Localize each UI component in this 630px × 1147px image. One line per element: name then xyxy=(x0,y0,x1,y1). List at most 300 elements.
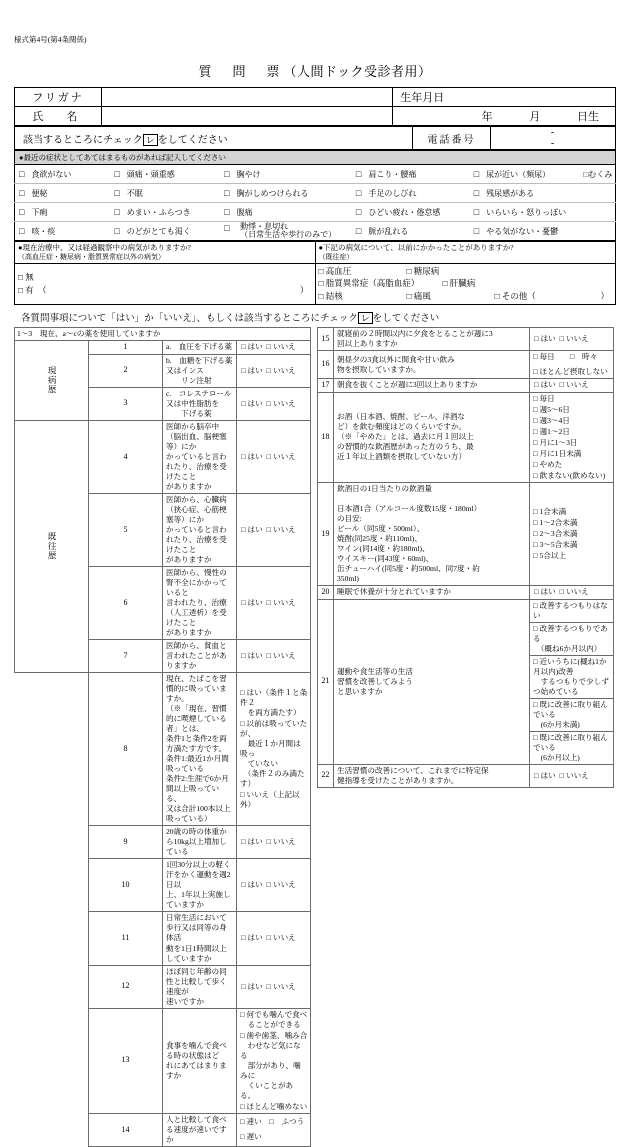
questionnaire-body xyxy=(14,327,616,1147)
answer-option-eatspeed-slow[interactable]: □ 遅い xyxy=(240,1132,262,1142)
symptom-label: 食欲がない xyxy=(31,169,72,179)
question-number: 5 xyxy=(89,493,163,566)
answer-label: はい xyxy=(247,597,263,607)
table-row xyxy=(15,184,616,203)
answer-option-eatspeed-fast[interactable]: □ 速い □ ふつう xyxy=(240,1117,305,1127)
question-text: 朝昼夕の3食以外に間食や甘い飲み 物を摂取していますか。 xyxy=(334,351,530,379)
answer-yes[interactable]: □ はい xyxy=(241,342,263,352)
answer-option-smoker[interactable]: □ はい（条件１と条件２ を両方満たす） xyxy=(240,688,308,718)
answer-yes[interactable]: □ はい xyxy=(241,451,263,461)
answer-options[interactable] xyxy=(530,351,614,379)
answer-option-amount-3to5[interactable]: □ 3～5合未満 xyxy=(533,539,578,549)
option-label: 1～2合未満 xyxy=(539,517,578,527)
symptom-checkbox-insomnia[interactable] xyxy=(110,184,220,203)
answer-option-snack-daily[interactable]: □ 毎日 □ 時々 xyxy=(533,352,598,362)
questionnaire-page xyxy=(0,34,630,1147)
symptom-label: 腹痛 xyxy=(236,207,253,217)
answer-label: はい xyxy=(247,524,263,534)
question-text: 生活習慣の改善について、これまでに特定保 健指導を受けたことがありますか。 xyxy=(334,764,530,787)
option-label: 改善するつもりである （概ね6か月以内） xyxy=(533,623,608,653)
answer-option-plan6mo[interactable]: □ 改善するつもりである （概ね6か月以内） xyxy=(530,622,614,655)
checkbox-icon: □ xyxy=(224,187,230,198)
checkbox-icon: □ xyxy=(19,206,25,217)
answer-yes-no[interactable] xyxy=(530,585,614,599)
answer-option-chew-difficulty[interactable]: □ 歯や歯茎、噛み合 わせなど気になる 部分があり、噛みに くいことがある。 xyxy=(240,1030,308,1100)
option-label: ほとんど摂取しない xyxy=(539,367,608,377)
answer-option-inprogress-under6mo[interactable]: □ 既に改善に取り組んでいる (6か月未満) xyxy=(530,698,614,731)
answer-option-amount-over5[interactable]: □ 5合以上 xyxy=(533,550,567,560)
past-illness-row-1 xyxy=(319,265,616,290)
answer-label: はい xyxy=(247,933,263,943)
answer-yes-no[interactable] xyxy=(237,640,311,673)
symptom-label: 胸やけ xyxy=(236,169,261,179)
answer-yes-no[interactable] xyxy=(237,859,311,912)
symptom-checkbox-diarrhea[interactable] xyxy=(15,203,111,222)
spacer-cell xyxy=(15,1008,89,1113)
table-row xyxy=(318,599,614,622)
past-illness-options xyxy=(315,264,616,305)
answer-yes[interactable]: □ はい xyxy=(241,398,263,408)
table-row xyxy=(15,203,616,222)
answer-yes-no[interactable] xyxy=(237,341,311,355)
dob-label: 生年月日 xyxy=(393,88,616,107)
answer-no[interactable]: □ いいえ xyxy=(559,380,589,390)
question-text: 飲酒日の1日当たりの飲酒量 日本酒1合（アルコール度数15度・180ml） の目安: ビール（同5度・500ml）、 焼酎(同25度・約110ml)、 ワイン(同14度・約180ml)、 ウイスキー(同43度・60ml)、 缶チューハイ(同5度・約500ml、同7度・約 350ml) xyxy=(334,482,530,585)
option-label: 5合以上 xyxy=(539,550,567,560)
answer-yes[interactable]: □ はい xyxy=(241,365,263,375)
telephone-input[interactable] xyxy=(491,127,616,150)
answer-label: はい xyxy=(247,651,263,661)
symptom-label: めまい・ふらつき xyxy=(126,207,191,217)
symptom-label: 下痢 xyxy=(31,207,48,217)
answer-label: はい xyxy=(540,770,556,780)
question-number: 3 xyxy=(89,387,163,420)
vertical-label-past-history: 既往歴 xyxy=(15,420,89,672)
past-illness-row-2 xyxy=(319,290,616,302)
answer-yes[interactable]: □ はい xyxy=(534,380,556,390)
table-row xyxy=(318,482,614,585)
answer-no[interactable]: □ いいえ xyxy=(266,651,296,661)
answer-option-drink-5to6[interactable]: □ 週5～6日 xyxy=(533,404,570,414)
current-illness-header-main: ●現在治療中、又は経過観察中の病気がありますか? xyxy=(18,243,191,252)
mid-instruction-post: をしてください xyxy=(372,314,440,325)
mid-instruction xyxy=(21,310,616,324)
answer-options[interactable] xyxy=(237,673,311,826)
answer-no[interactable]: □ いいえ xyxy=(266,524,296,534)
option-label: 肝臓病 xyxy=(449,278,476,289)
option-label: はい（条件１と条件２ を両方満たす） xyxy=(240,688,308,718)
symptom-checkbox-depression[interactable] xyxy=(470,222,580,241)
checkbox-icon: □ xyxy=(473,225,480,236)
medication-group-header: 1～3 現在、a～cの薬を使用していますか xyxy=(15,328,311,341)
table-row xyxy=(318,764,614,787)
past-illness-tuberculosis[interactable]: □ 結核 xyxy=(318,290,343,301)
dob-input[interactable] xyxy=(393,107,616,126)
checkbox-icon: □ xyxy=(19,168,25,179)
answer-option-drink-never[interactable]: □ 飲まない(飲めない) xyxy=(533,470,606,480)
option-label: やめた xyxy=(539,459,563,469)
option-label: 有 （ xyxy=(25,284,47,295)
symptom-checkbox-irritability[interactable] xyxy=(470,203,580,222)
telephone-label: 電話番号 xyxy=(413,127,491,150)
answer-option-drink-quit[interactable]: □ やめた xyxy=(533,459,563,469)
symptom-label: 肩こり・腰痛 xyxy=(368,169,417,179)
answer-option-amount-1to2[interactable]: □ 1～2合未満 xyxy=(533,517,578,527)
answer-options[interactable] xyxy=(530,482,614,585)
answer-option-amount-under1[interactable]: □ 1合未満 xyxy=(533,506,567,516)
answer-yes-no[interactable] xyxy=(530,379,614,393)
symptom-checkbox-headache[interactable] xyxy=(110,165,220,184)
question-text: c. コレステロール又は中性脂肪を 下げる薬 xyxy=(163,387,237,420)
table-row xyxy=(15,127,616,150)
table-row xyxy=(318,585,614,599)
symptom-checkbox-appetite[interactable] xyxy=(15,165,111,184)
answer-no[interactable]: □ いいえ xyxy=(266,981,296,991)
question-number: 18 xyxy=(318,392,334,482)
checkbox-icon: □ xyxy=(355,187,362,198)
page-title-suffix: （人間ドック受診者用） xyxy=(283,64,432,79)
check-mark-box: レ xyxy=(358,312,373,324)
instruction-phone-table xyxy=(14,126,616,150)
answer-no[interactable]: □ いいえ xyxy=(266,451,296,461)
question-number: 11 xyxy=(89,912,163,965)
spacer-cell xyxy=(15,1113,89,1146)
question-number: 12 xyxy=(89,965,163,1008)
option-label: 結核 xyxy=(325,290,343,301)
right-question-table xyxy=(317,327,614,788)
checkbox-icon: □ xyxy=(114,225,120,236)
name-label: 氏 名 xyxy=(15,107,102,126)
check-instruction xyxy=(15,127,413,150)
option-label: 脂質異常症（高脂血症） xyxy=(325,278,420,289)
question-number: 15 xyxy=(318,328,334,351)
past-illness-header-main: ●下記の病気について、以前にかかったことがありますか? xyxy=(318,243,514,252)
spacer-cell xyxy=(15,826,89,859)
checkbox-icon: □ xyxy=(473,206,480,217)
question-text: 医師から脳卒中（脳出血、脳梗塞等）にか かっていると言われたり、治療を受けたこと がありますか xyxy=(163,420,237,493)
checkbox-icon: □ xyxy=(19,187,25,198)
question-number: 9 xyxy=(89,826,163,859)
past-illness-header xyxy=(315,242,616,264)
answer-option-snack-rarely[interactable]: □ ほとんど摂取しない xyxy=(533,367,608,377)
answer-label: いいえ xyxy=(272,398,296,408)
question-number: 8 xyxy=(89,673,163,826)
spacer-cell xyxy=(15,912,89,965)
answer-label: いいえ xyxy=(272,651,296,661)
table-row xyxy=(318,351,614,379)
answer-yes[interactable]: □ はい xyxy=(241,933,263,943)
answer-yes[interactable]: □ はい xyxy=(534,770,556,780)
symptom-checkbox-cough[interactable] xyxy=(15,222,111,241)
option-label: 無 xyxy=(25,272,34,283)
option-label: 2～3合未満 xyxy=(539,528,578,538)
symptom-checkbox-residualurine[interactable] xyxy=(470,184,580,203)
spacer-cell xyxy=(15,673,89,826)
option-label: 月に1日未満 xyxy=(539,448,582,458)
answer-no[interactable]: □ いいえ xyxy=(266,880,296,890)
answer-yes[interactable]: □ はい xyxy=(241,837,263,847)
answer-label: いいえ xyxy=(565,587,589,597)
answer-yes[interactable]: □ はい xyxy=(241,981,263,991)
symptom-checkbox-thirst[interactable] xyxy=(110,222,220,241)
page-title-main: 質 問 票 xyxy=(198,64,284,79)
answer-no[interactable]: □ いいえ xyxy=(559,770,589,780)
answer-option-inprogress-over6mo[interactable]: □ 既に改善に取り組んでいる (6か月以上) xyxy=(530,731,614,764)
past-illness-hypertension[interactable]: □ 高血圧 xyxy=(318,266,352,277)
symptom-label: 不眠 xyxy=(126,188,143,198)
question-number: 16 xyxy=(318,351,334,379)
left-question-table xyxy=(14,327,311,1147)
answer-label: いいえ xyxy=(272,933,296,943)
question-number: 19 xyxy=(318,482,334,585)
table-row xyxy=(15,1008,311,1113)
answer-options[interactable] xyxy=(237,1113,311,1146)
dob-month-label: 月 xyxy=(529,111,541,123)
option-label: 週1～2日 xyxy=(539,426,570,436)
option-label: 高血圧 xyxy=(325,266,352,277)
answer-option-drink-lessthanmonthly[interactable]: □ 月に1日未満 xyxy=(533,448,582,458)
checkbox-icon: □ xyxy=(473,168,480,179)
furigana-label: フリガナ xyxy=(15,88,102,107)
question-text: ほぼ同じ年齢の同性と比較して歩く速度が 速いですか xyxy=(163,965,237,1008)
table-row xyxy=(15,859,311,912)
answer-option-exsmoker[interactable]: □ 以前は吸っていたが、 最近１か月間は吸っ ていない （条件２のみ満たす） xyxy=(240,719,308,789)
checkbox-icon: □ xyxy=(473,187,480,198)
question-number: 21 xyxy=(318,599,334,764)
option-label: 飲まない(飲めない) xyxy=(539,470,606,480)
answer-yes[interactable]: □ はい xyxy=(241,524,263,534)
answer-label: いいえ xyxy=(272,597,296,607)
symptom-label: 手足のしびれ xyxy=(368,188,417,198)
checkbox-icon: □ xyxy=(224,222,230,233)
answer-yes-no[interactable] xyxy=(237,566,311,639)
answer-label: はい xyxy=(247,398,263,408)
answer-option-drink-daily[interactable]: □ 毎日 xyxy=(533,393,555,403)
symptom-checkbox-heartburn[interactable] xyxy=(220,165,352,184)
option-label: 既に改善に取り組んでいる (6か月以上) xyxy=(533,732,608,762)
answer-option-drink-3to4[interactable]: □ 週3～4日 xyxy=(533,415,570,425)
option-label: 糖尿病 xyxy=(413,266,440,277)
symptom-checkbox-frequenturination[interactable] xyxy=(470,165,580,184)
current-illness-none[interactable]: □ 無 xyxy=(18,272,34,283)
check-mark-box: レ xyxy=(143,134,158,146)
option-label: 毎日 xyxy=(539,393,555,403)
past-illness-gout[interactable]: □ 痛風 xyxy=(406,290,431,301)
symptom-label: 頭痛・頭重感 xyxy=(126,169,175,179)
symptom-checkbox-numbness[interactable] xyxy=(352,184,470,203)
answer-yes-no[interactable] xyxy=(237,420,311,493)
answer-label: いいえ xyxy=(272,451,296,461)
vertical-label-current-history: 現病歴 xyxy=(15,341,89,421)
option-label: 遅い xyxy=(246,1132,262,1142)
question-text: 睡眠で休養が十分とれていますか xyxy=(334,585,530,599)
checkbox-icon: □ xyxy=(583,169,589,179)
answer-no[interactable]: □ いいえ xyxy=(266,933,296,943)
symptom-checkbox-irregularpulse[interactable] xyxy=(352,222,470,241)
checkbox-icon: □ xyxy=(224,168,230,179)
answer-yes-no[interactable] xyxy=(530,328,614,351)
question-number: 17 xyxy=(318,379,334,393)
answer-yes[interactable]: □ はい xyxy=(241,651,263,661)
question-text: 医師から、心臓病（狭心症、心筋梗塞等）にか かっていると言われたり、治療を受けたこと がありますか xyxy=(163,493,237,566)
questionnaire-left-column xyxy=(14,327,311,1147)
question-text: 運動や食生活等の生活 習慣を改善してみよう と思いますか xyxy=(334,599,530,764)
symptom-label: のどがとても渇く xyxy=(126,226,191,236)
answer-option-starting[interactable]: □ 近いうちに(概ね1か月以内)改善 するつもりで少しずつ始めている xyxy=(530,655,614,698)
past-illness-other[interactable]: □ その他（ xyxy=(494,290,536,301)
symptoms-header-row xyxy=(15,151,616,165)
checkbox-icon: □ xyxy=(114,206,120,217)
question-text: 現在、たばこを習慣的に吸っていますか。 （※「現在、習慣的に喫煙している者」とは、 条件1と条件2を両方満たす方です。 条件1:最近1か月間吸っている 条件2:生涯で6か月間以上吸っている、 又は合計100本以上吸っている） xyxy=(163,673,237,826)
table-row xyxy=(15,673,311,826)
answer-no[interactable]: □ いいえ xyxy=(266,597,296,607)
answer-yes[interactable]: □ はい xyxy=(534,334,556,344)
symptom-checkbox-palpitations[interactable] xyxy=(220,222,352,241)
symptom-checkbox-abdominalpain[interactable] xyxy=(220,203,352,222)
symptoms-table xyxy=(14,150,616,241)
dob-day-label: 日生 xyxy=(577,111,599,123)
answer-option-noplan[interactable]: □ 改善するつもりはない xyxy=(530,599,614,622)
current-illness-header xyxy=(15,242,316,264)
symptom-label: いらいら・怒りっぽい xyxy=(486,207,567,217)
question-text: 人と比較して食べる速度が速いですか xyxy=(163,1113,237,1146)
spacer-cell xyxy=(15,965,89,1008)
table-row xyxy=(15,328,311,341)
questionnaire-right-column xyxy=(317,327,614,788)
table-row xyxy=(15,242,616,264)
option-label: いいえ（上記以外） xyxy=(240,790,300,810)
answer-label: いいえ xyxy=(565,380,589,390)
question-text: お酒（日本酒、焼酎、ビール、洋酒な ど）を飲む頻度はどのくらいですか。 （※「やめた」とは、過去に月１回以上 の習慣的な飲酒歴があった方のうち、最 近１年以上酒類を摂取していない方） xyxy=(334,392,530,482)
answer-label: いいえ xyxy=(272,342,296,352)
name-input[interactable] xyxy=(102,107,393,126)
answer-label: はい xyxy=(247,837,263,847)
answer-label: いいえ xyxy=(272,365,296,375)
symptom-label: 便秘 xyxy=(31,188,48,198)
question-text: b. 血糖を下げる薬又はインス リン注射 xyxy=(163,354,237,387)
answer-yes-no[interactable] xyxy=(237,965,311,1008)
option-label: 既に改善に取り組んでいる (6か月未満) xyxy=(533,699,608,729)
paren-close: ） xyxy=(299,284,309,295)
checkbox-icon: □ xyxy=(355,206,362,217)
symptom-checkbox-chesttightness[interactable] xyxy=(220,184,352,203)
answer-label: はい xyxy=(540,334,556,344)
answer-yes-no[interactable] xyxy=(237,912,311,965)
answer-label: いいえ xyxy=(565,334,589,344)
question-number: 14 xyxy=(89,1113,163,1146)
option-label: 以前は吸っていたが、 最近１か月間は吸っ ていない （条件２のみ満たす） xyxy=(240,719,308,789)
answer-label: はい xyxy=(247,365,263,375)
answer-label: いいえ xyxy=(272,880,296,890)
answer-label: はい xyxy=(247,981,263,991)
checkbox-icon: □ xyxy=(224,206,230,217)
table-row xyxy=(318,392,614,482)
answer-yes[interactable]: □ はい xyxy=(241,597,263,607)
answer-yes[interactable]: □ はい xyxy=(534,587,556,597)
answer-option-drink-monthly1to3[interactable]: □ 月に1～3日 xyxy=(533,437,578,447)
telephone-sep-1: - xyxy=(550,127,556,138)
option-label: 近いうちに(概ね1か月以内)改善 するつもりで少しずつ始めている xyxy=(533,656,609,696)
option-label: 痛風 xyxy=(413,290,431,301)
symptom-checkbox-stiffshoulder[interactable] xyxy=(352,165,470,184)
question-text: 食事を噛んで食べる時の状態はど れにあてはまりますか xyxy=(163,1008,237,1113)
current-illness-yes[interactable]: □ 有 （ ） xyxy=(18,284,309,295)
answer-options[interactable] xyxy=(237,1008,311,1113)
answer-no[interactable]: □ いいえ xyxy=(559,587,589,597)
answer-option-chew-cannot[interactable]: □ ほとんど噛めない xyxy=(240,1101,308,1111)
answer-yes-no[interactable] xyxy=(237,493,311,566)
symptom-checkbox-fatigue[interactable] xyxy=(352,203,470,222)
answer-no[interactable]: □ いいえ xyxy=(266,398,296,408)
symptom-checkbox-dizziness[interactable] xyxy=(110,203,220,222)
answer-label: はい xyxy=(247,342,263,352)
question-number: 10 xyxy=(89,859,163,912)
symptom-label: 咳・痰 xyxy=(31,226,56,236)
symptom-empty-cell xyxy=(580,184,616,203)
answer-no[interactable]: □ いいえ xyxy=(559,334,589,344)
option-label: 週5～6日 xyxy=(539,404,570,414)
past-illness-liverdisease[interactable]: □ 肝臓病 xyxy=(442,278,476,289)
checkbox-icon: □ xyxy=(114,187,120,198)
answer-yes-no[interactable] xyxy=(237,354,311,387)
table-row xyxy=(15,88,616,107)
symptom-checkbox-swelling[interactable] xyxy=(580,165,616,184)
option-label: 何でも噛んで食べ ることができる xyxy=(240,1009,308,1029)
answer-no[interactable]: □ いいえ xyxy=(266,365,296,375)
option-label: 速い □ ふつう xyxy=(246,1117,305,1127)
answer-yes-no[interactable] xyxy=(237,826,311,859)
table-row xyxy=(15,965,311,1008)
symptom-label: 尿が近い（頻尿） xyxy=(486,169,551,179)
answer-yes-no[interactable] xyxy=(237,387,311,420)
question-number: 22 xyxy=(318,764,334,787)
checkbox-icon: □ xyxy=(114,168,120,179)
answer-options[interactable] xyxy=(530,392,614,482)
answer-yes[interactable]: □ はい xyxy=(241,880,263,890)
answer-no[interactable]: □ いいえ xyxy=(266,837,296,847)
answer-yes-no[interactable] xyxy=(530,764,614,787)
check-instruction-pre: 該当するところにチェック xyxy=(23,134,143,146)
question-text: a. 血圧を下げる薬 xyxy=(163,341,237,355)
past-illness-dyslipidemia[interactable]: □ 脂質異常症（高脂血症） xyxy=(318,278,420,289)
symptom-checkbox-constipation[interactable] xyxy=(15,184,111,203)
option-label: 歯や歯茎、噛み合 わせなど気になる 部分があり、噛みに くいことがある。 xyxy=(240,1030,308,1100)
question-number: 20 xyxy=(318,585,334,599)
symptom-label: 胸がしめつけられる xyxy=(236,188,309,198)
furigana-input[interactable] xyxy=(102,88,393,107)
symptom-label: やる気がない・憂鬱 xyxy=(486,226,559,236)
symptom-label: ひどい疲れ・倦怠感 xyxy=(368,207,441,217)
symptom-label: 動悸・息切れ xyxy=(240,221,289,231)
answer-option-nonsmoker[interactable]: □ いいえ（上記以外） xyxy=(240,790,300,810)
illness-history-table xyxy=(14,241,616,305)
option-label: 毎日 □ 時々 xyxy=(539,352,598,362)
identity-table xyxy=(14,87,616,126)
answer-option-chew-anything[interactable]: □ 何でも噛んで食べ ることができる xyxy=(240,1009,308,1029)
symptom-label: むくみ xyxy=(588,169,613,179)
table-row xyxy=(15,826,311,859)
past-illness-diabetes[interactable]: □ 糖尿病 xyxy=(406,266,440,277)
question-text: 1回30分以上の軽く汗をかく運動を週2日以 上、1年以上実施していますか xyxy=(163,859,237,912)
answer-option-amount-2to3[interactable]: □ 2～3合未満 xyxy=(533,528,578,538)
answer-label: はい xyxy=(247,880,263,890)
answer-no[interactable]: □ いいえ xyxy=(266,342,296,352)
table-row xyxy=(15,107,616,126)
answer-option-drink-1to2[interactable]: □ 週1～2日 xyxy=(533,426,570,436)
table-row xyxy=(15,222,616,241)
question-text: 朝食を抜くことが週に3回以上ありますか xyxy=(334,379,530,393)
checkbox-icon: □ xyxy=(355,225,362,236)
